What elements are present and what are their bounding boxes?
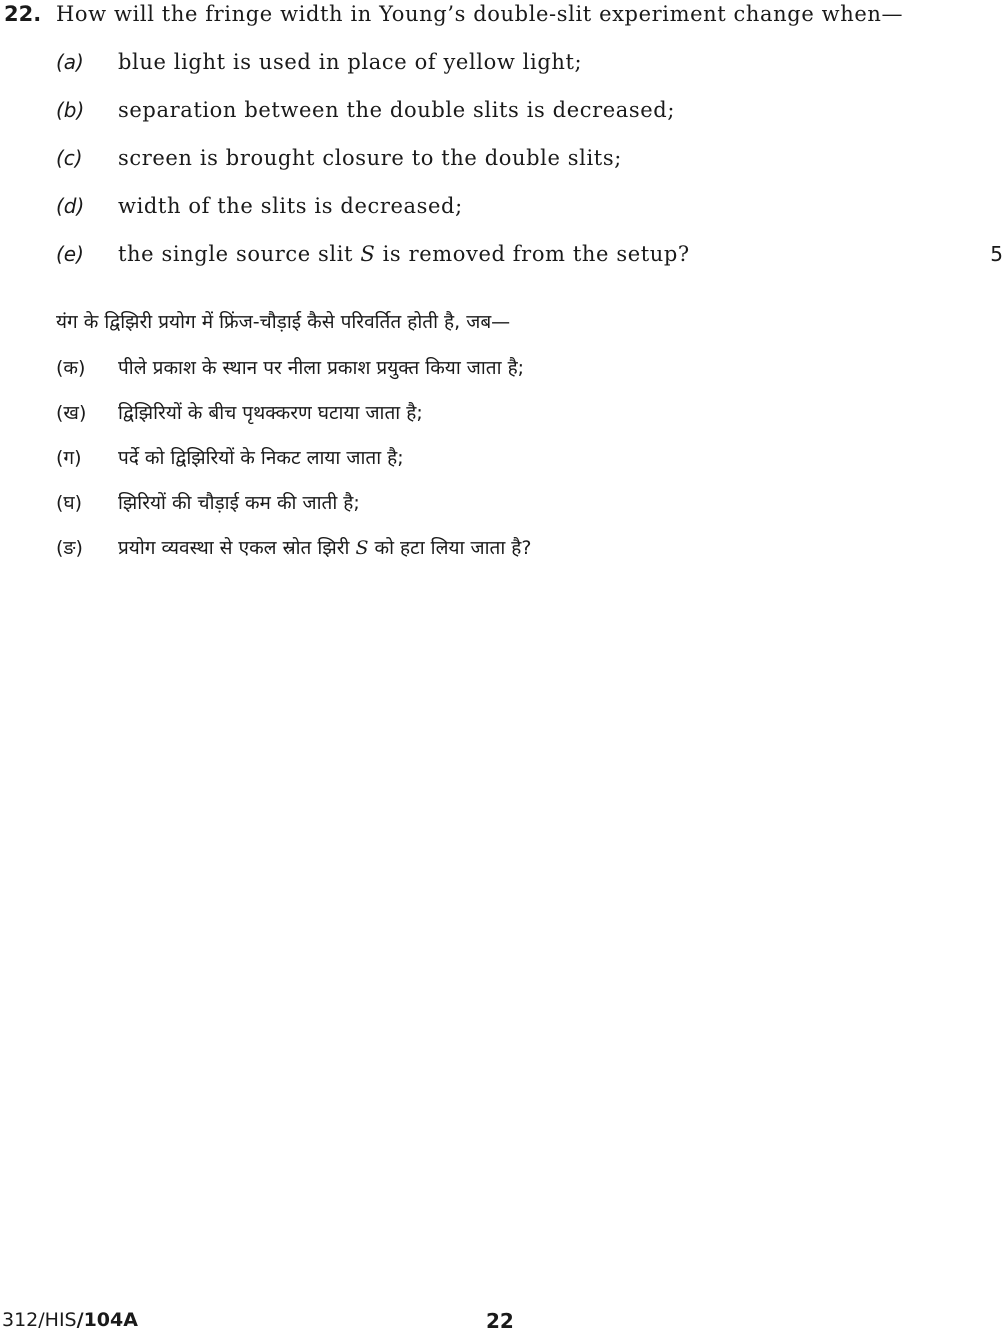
option-gha-label: (घ) bbox=[56, 492, 83, 514]
option-nga-text-after: को हटा लिया जाता है? bbox=[368, 537, 532, 559]
paper-code-suffix: /104A bbox=[76, 1309, 138, 1331]
option-b-text: separation between the double slits is decreased; bbox=[118, 98, 676, 122]
paper-code bbox=[2, 1309, 138, 1331]
question-stem-hindi: यंग के द्विझिरी प्रयोग में फ्रिंज-चौड़ाई कैसे परिवर्तित होती है, जब— bbox=[56, 311, 511, 333]
option-nga-label: (ङ) bbox=[56, 537, 83, 559]
question-stem: How will the fringe width in Young’s double-slit experiment change when— bbox=[56, 2, 904, 26]
option-a-text: blue light is used in place of yellow light; bbox=[118, 50, 583, 74]
option-nga-variable: S bbox=[355, 537, 369, 559]
option-a-label: (a) bbox=[56, 50, 84, 74]
option-d-label: (d) bbox=[56, 194, 85, 218]
option-e-variable: S bbox=[360, 242, 376, 266]
question-number: 22. bbox=[4, 2, 42, 26]
question-marks: 5 bbox=[990, 242, 1003, 266]
option-nga-text-before: प्रयोग व्यवस्था से एकल स्रोत झिरी bbox=[118, 537, 356, 559]
option-e-text-after: is removed from the setup? bbox=[375, 242, 690, 266]
option-b-label: (b) bbox=[56, 98, 85, 122]
option-gha-text: झिरियों की चौड़ाई कम की जाती है; bbox=[118, 492, 360, 514]
option-kha-text: द्विझिरियों के बीच पृथक्करण घटाया जाता है; bbox=[118, 402, 423, 424]
option-ka-label: (क) bbox=[56, 357, 86, 379]
option-d-text: width of the slits is decreased; bbox=[118, 194, 463, 218]
option-c-text: screen is brought closure to the double slits; bbox=[118, 146, 622, 170]
option-ga-label: (ग) bbox=[56, 447, 82, 469]
paper-code-prefix: 312/HIS bbox=[2, 1309, 77, 1331]
page-number: 22 bbox=[486, 1309, 514, 1333]
option-kha-label: (ख) bbox=[56, 402, 87, 424]
option-ga-text: पर्दे को द्विझिरियों के निकट लाया जाता है; bbox=[118, 447, 404, 469]
option-e-text bbox=[118, 242, 690, 266]
option-e-text-before: the single source slit bbox=[118, 242, 361, 266]
option-nga-text bbox=[118, 534, 531, 560]
option-c-label: (c) bbox=[56, 146, 83, 170]
option-e-label: (e) bbox=[56, 242, 84, 266]
option-ka-text: पीले प्रकाश के स्थान पर नीला प्रकाश प्रयुक्त किया जाता है; bbox=[118, 357, 525, 379]
